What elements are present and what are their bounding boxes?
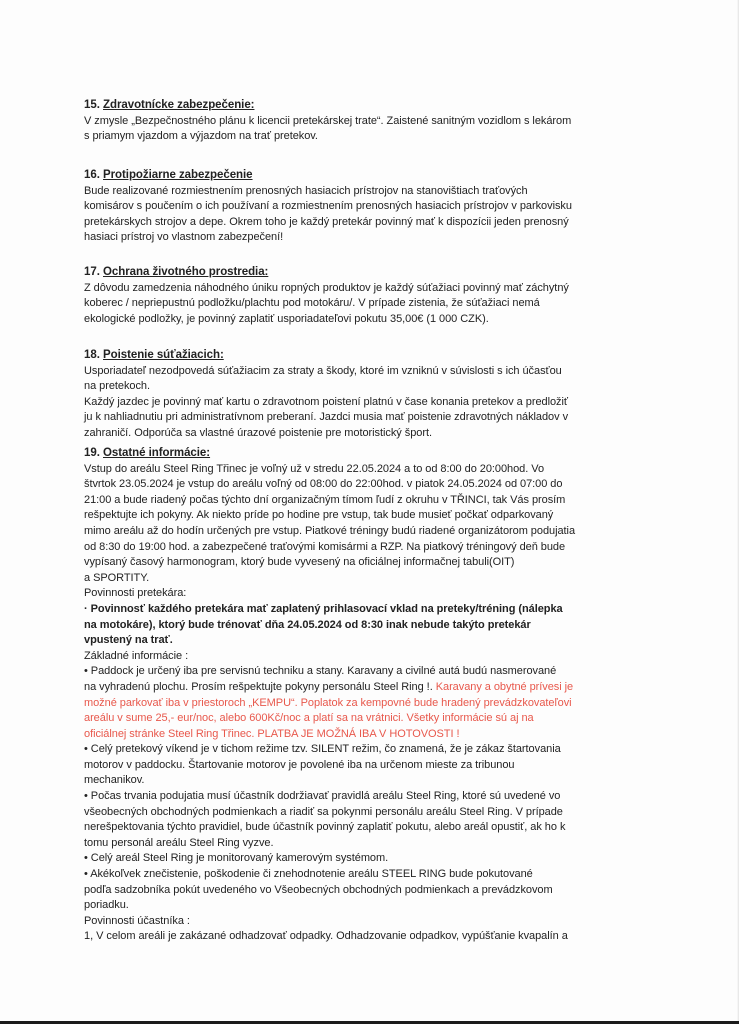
- rules-bullet-line: tomu personál areálu Steel Ring vyzve.: [84, 836, 274, 849]
- basic-info-label: Základné informácie :: [84, 649, 189, 662]
- paragraph-line: koberec / nepriepustnú podložku/plachtu pod motokáru/. V prípade zistenia, že súťažiaci nemá: [84, 297, 540, 310]
- paragraph-line: od 8:30 do 19:00 hod. a zabezpečené traťovými komisármi a RZP. Na piatkový tréningový deň bude: [84, 540, 566, 553]
- paragraph-line: mimo areálu až do hodín určených pre vstup. Piatkové tréningy budú riadené organizátorom podujatia: [84, 524, 576, 537]
- rules-bullet-line: • Počas trvania podujatia musí účastník dodržiavať pravidlá areálu Steel Ring, ktoré sú uvedené vo: [84, 790, 561, 803]
- section-title: Ostatné informácie:: [103, 447, 211, 459]
- section-18-heading: [84, 348, 654, 364]
- paragraph-line: ekologické podložky, je povinný zaplatiť usporiadateľovi pokutu 35,00€ (1 000 CZK).: [84, 312, 489, 325]
- section-15-heading: [84, 98, 654, 114]
- damage-bullet-line: • Akékoľvek znečistenie, poškodenie či znehodnotenie areálu STEEL RING bude pokutované: [84, 868, 533, 881]
- paragraph-line: komisárov s poučením o ich používaní a rozmiestnením prenosných hasiacich prístrojov v parkovisku: [84, 200, 572, 213]
- paragraph-line: ju k nahliadnutiu pri administratívnom preberaní. Jazdci musia mať poistenie zdravotných nákladov v: [84, 411, 569, 424]
- bold-notice-line: · Povinnosť každého pretekára mať zaplatený prihlasovací vklad na preteky/tréning (nálepka: [84, 602, 563, 615]
- paragraph-line: na pretekoch.: [84, 380, 151, 393]
- section-number: 18.: [84, 349, 100, 361]
- racer-duties-label: Povinnosti pretekára:: [84, 587, 187, 600]
- camera-bullet-line: • Celý areál Steel Ring je monitorovaný kamerovým systémom.: [84, 852, 389, 865]
- section-17: [84, 265, 654, 327]
- paddock-bullet-line: [84, 680, 654, 696]
- bold-notice-line: na motokáre), ktorý bude trénovať dňa 24.05.2024 od 8:30 inak nebude takýto pretekár: [84, 618, 531, 631]
- section-number: 15.: [84, 99, 100, 111]
- paddock-text: na vyhradenú plochu. Prosím rešpektujte pokyny personálu Steel Ring !.: [84, 680, 436, 693]
- section-title: Zdravotnícke zabezpečenie:: [103, 99, 255, 111]
- section-15: [84, 98, 654, 145]
- paragraph-line: štvrtok 23.05.2024 je vstup do areálu voľný od 08:00 do 22:00hod. v piatok 24.05.2024 od 07:00 do: [84, 478, 563, 491]
- section-number: 16.: [84, 169, 100, 181]
- paddock-bullet-line: • Paddock je určený iba pre servisnú techniku a stany. Karavany a civilné autá budú nasmerované: [84, 665, 557, 678]
- paragraph-line: zahraničí. Odporúča sa vlastné úrazové poistenie pre motoristický šport.: [84, 426, 432, 439]
- section-19: [84, 446, 654, 945]
- paragraph-line: 21:00 a bude riadený počas týchto dní organizačným tímom ľudí z okruhu v TŘINCI, tak Vás prosím: [84, 493, 566, 506]
- paragraph-line: Každý jazdec je povinný mať kartu o zdravotnom poistení platnú v čase konania pretekov a predložiť: [84, 395, 568, 408]
- paragraph-line: a SPORTITY.: [84, 571, 150, 584]
- silent-bullet-line: • Celý pretekový víkend je v tichom režime tzv. SILENT režim, čo znamená, že je zákaz štartovania: [84, 743, 561, 756]
- paragraph-line: s priamym vjazdom a výjazdom na trať pretekov.: [84, 130, 318, 143]
- camping-notice-line: areálu v sume 25,- eur/noc, alebo 600Kč/noc a platí sa na vrátnici. Všetky informácie sú aj na: [84, 712, 534, 725]
- damage-bullet-line: podľa sadzobníka pokút uvedeného vo Všeobecných obchodných podmienkach a prevádzkovom: [84, 883, 553, 896]
- section-16-heading: [84, 168, 654, 184]
- paragraph-line: V zmysle „Bezpečnostného plánu k licencii pretekárskej trate“. Zaistené sanitným vozidlom s lekárom: [84, 114, 572, 127]
- camping-notice-line: oficiálnej stránke Steel Ring Třinec. PLATBA JE MOŽNÁ IBA V HOTOVOSTI !: [84, 727, 460, 740]
- paragraph-line: 1, V celom areáli je zakázané odhadzovať odpadky. Odhadzovanie odpadkov, vypúšťanie kvapalín a: [84, 930, 568, 943]
- paragraph-line: Bude realizované rozmiestnením prenosných hasiacich prístrojov na stanovištiach traťových: [84, 184, 528, 197]
- section-number: 19.: [84, 447, 100, 459]
- participant-duties-label: Povinnosti účastníka :: [84, 914, 190, 927]
- section-title: Protipožiarne zabezpečenie: [103, 169, 253, 181]
- bold-notice-line: vpustený na trať.: [84, 634, 173, 647]
- section-title: Poistenie súťažiacich:: [103, 349, 224, 361]
- damage-bullet-line: poriadku.: [84, 899, 129, 912]
- section-16: [84, 168, 654, 246]
- silent-bullet-line: motorov v paddocku. Štartovanie motorov je povolené iba na určenom mieste za tribunou: [84, 758, 515, 771]
- section-number: 17.: [84, 266, 100, 278]
- silent-bullet-line: mechanikov.: [84, 774, 145, 787]
- paragraph-line: Vstup do areálu Steel Ring Třinec je voľný už v stredu 22.05.2024 a to od 8:00 do 20:00hod. Vo: [84, 462, 545, 475]
- section-17-heading: [84, 265, 654, 281]
- paragraph-line: Z dôvodu zamedzenia náhodného úniku ropných produktov je každý súťažiaci povinný mať záchytný: [84, 281, 569, 294]
- rules-bullet-line: všeobecných obchodných podmienkach a riadiť sa pokynmi personálu areálu Steel Ring. V prípade: [84, 805, 563, 818]
- paragraph-line: pretekárskych strojov a depe. Okrem toho je každý pretekár povinný mať k dispozícii jeden prenosný: [84, 215, 569, 228]
- section-18: [84, 348, 654, 442]
- camping-notice-line: možné parkovať iba v priestoroch „KEMPU“. Poplatok za kempovné bude hradený prevádzkovateľovi: [84, 696, 572, 709]
- section-19-heading: [84, 446, 654, 462]
- paragraph-line: hasiaci prístroj vo vlastnom zabezpečení!: [84, 231, 284, 244]
- section-title: Ochrana životného prostredia:: [103, 266, 269, 278]
- paragraph-line: Usporiadateľ nezodpovedá súťažiacim za straty a škody, ktoré im vzniknú v súvislosti s ich účasťou: [84, 364, 562, 377]
- paragraph-line: rešpektujte ich pokyny. Ak niekto príde po hodine pre vstup, tak bude musieť počkať odparkovaný: [84, 509, 554, 522]
- rules-bullet-line: nerešpektovania týchto pravidiel, bude účastník povinný zaplatiť pokutu, alebo areál opustiť, ak ho k: [84, 821, 566, 834]
- paragraph-line: vypísaný časový harmonogram, ktorý bude vyvesený na oficiálnej informačnej tabuli(OIT): [84, 556, 515, 569]
- camping-notice-text: Karavany a obytné prívesi je: [435, 680, 574, 693]
